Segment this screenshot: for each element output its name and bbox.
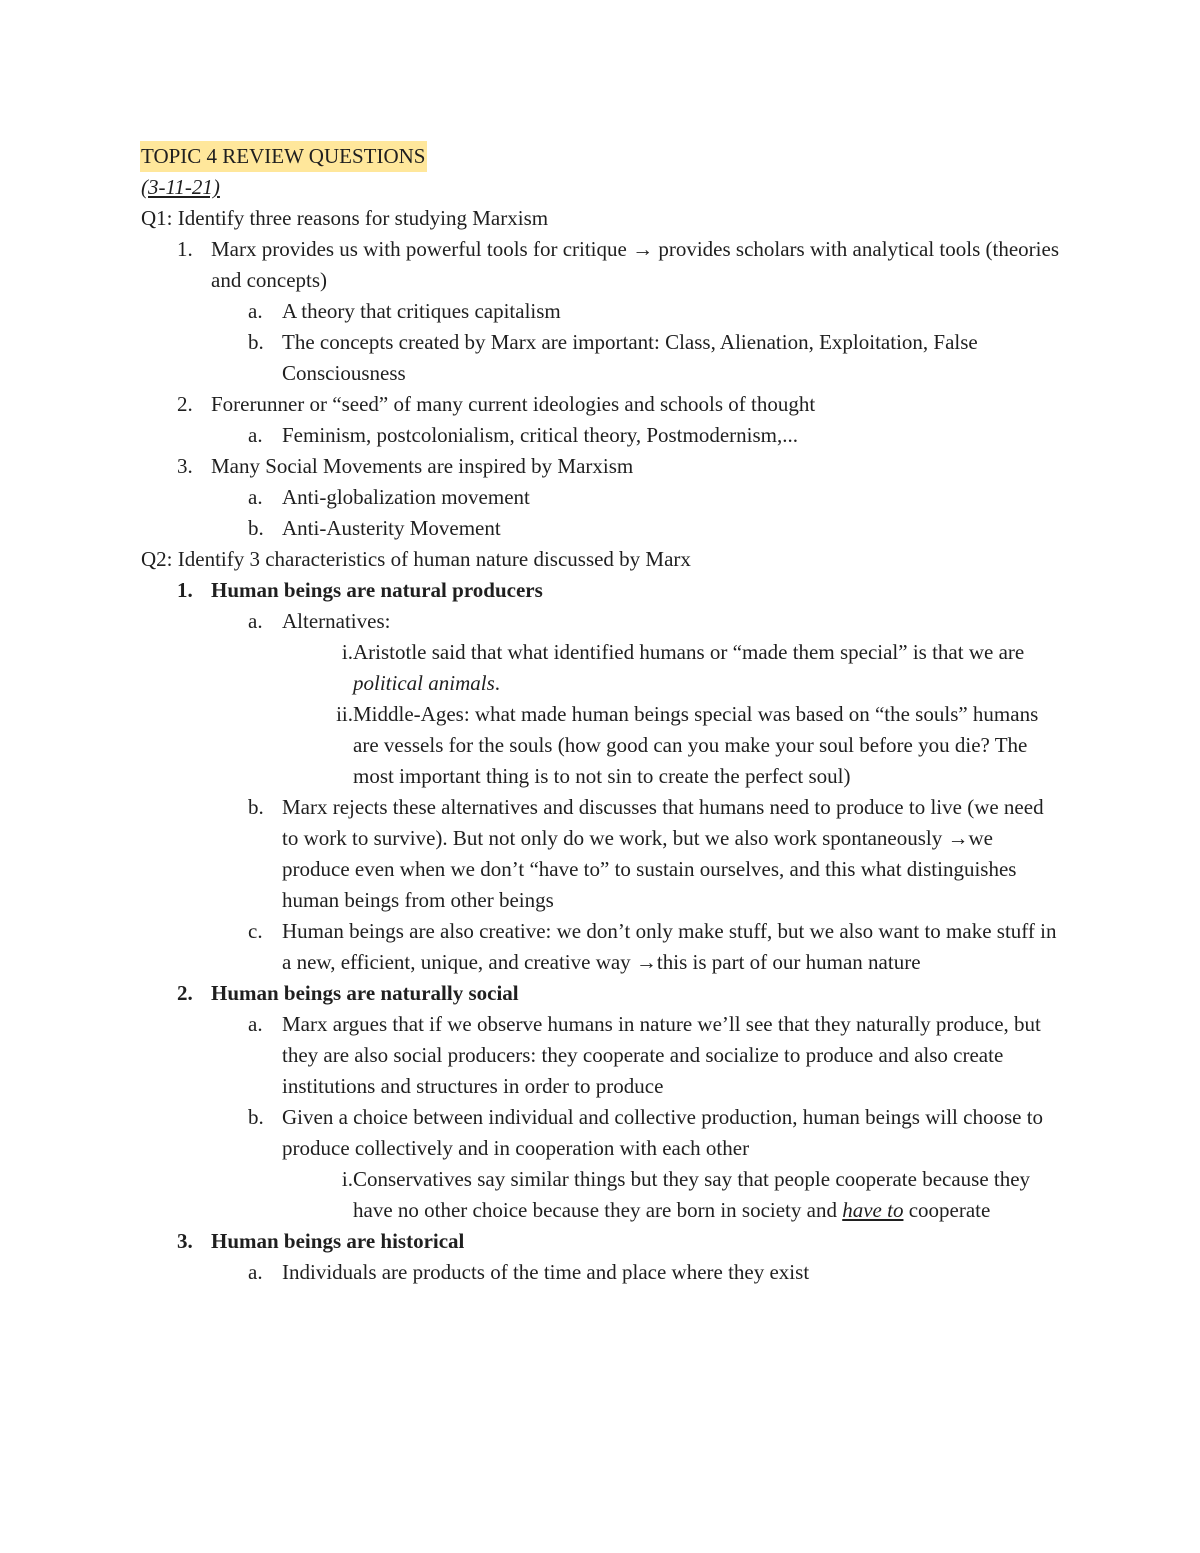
list-text (353, 1164, 1061, 1226)
q2-item-1b (141, 792, 1061, 916)
list-letter: b. (248, 516, 264, 540)
list-text: The concepts created by Marx are important: Class, Alienation, Exploitation, False Consciousness (282, 330, 978, 385)
q2-item-3 (141, 1226, 1061, 1257)
list-letter: b. (248, 1105, 264, 1129)
list-roman: i. (341, 1167, 353, 1191)
q2-item-1c (141, 916, 1061, 978)
q2-item-1a-ii (141, 699, 1061, 792)
list-number: 3. (177, 454, 193, 478)
q2-prompt: Q2: Identify 3 characteristics of human nature discussed by Marx (141, 547, 691, 571)
emphasis-text: political animals (353, 671, 495, 695)
list-letter: a. (248, 423, 263, 447)
list-text: Many Social Movements are inspired by Marxism (211, 454, 634, 478)
list-text: Forerunner or “seed” of many current ideologies and schools of thought (211, 392, 816, 416)
page-title: TOPIC 4 REVIEW QUESTIONS (140, 141, 427, 172)
q1-item-1b (141, 327, 1061, 389)
list-letter: c. (248, 919, 263, 943)
list-text: Marx argues that if we observe humans in nature we’ll see that they naturally produce, but they are also social producers: they cooperate and socialize to produce and also create institutions and structures in order to produce (282, 1012, 1041, 1098)
list-text: Middle-Ages: what made human beings special was based on “the souls” humans are vessels for the souls (how good can you make your soul before you die? The most important thing is to not sin to create the perfect soul) (353, 702, 1039, 788)
list-number: 2. (177, 392, 193, 416)
q1-item-1 (141, 234, 1061, 296)
q2-item-1 (141, 575, 1061, 606)
date: (3-11-21) (141, 175, 220, 199)
list-letter: b. (248, 795, 264, 819)
list-letter: a. (248, 299, 263, 323)
list-heading: Human beings are natural producers (211, 578, 543, 602)
q1-prompt: Q1: Identify three reasons for studying Marxism (141, 206, 549, 230)
date-line (141, 172, 1061, 203)
q1-item-2 (141, 389, 1061, 420)
list-letter: a. (248, 609, 263, 633)
list-text: Given a choice between individual and collective production, human beings will choose to produce collectively and in cooperation with each other (282, 1105, 1044, 1160)
list-text: Anti-globalization movement (282, 485, 530, 509)
list-roman: i. (341, 640, 353, 664)
text-part: Conservatives say similar things but they say that people cooperate because they have no other choice because they are born in society and (353, 1167, 1031, 1222)
q1-item-3b (141, 513, 1061, 544)
underlined-text: have to (842, 1198, 904, 1222)
list-text: Marx rejects these alternatives and discusses that humans need to produce to live (we need to work to survive). But not only do we work, but we also work spontaneously →we produce even when we don’t “have to” to sustain ourselves, and this what distinguishes human beings from other beings (282, 795, 1044, 912)
list-letter: a. (248, 485, 263, 509)
list-text: Feminism, postcolonialism, critical theory, Postmodernism,... (282, 423, 799, 447)
list-text: A theory that critiques capitalism (282, 299, 561, 323)
document-body (141, 141, 1061, 1288)
list-roman: ii. (336, 702, 353, 726)
list-text (353, 637, 1061, 699)
list-text: Individuals are products of the time and place where they exist (282, 1260, 810, 1284)
list-number: 2. (177, 981, 193, 1005)
text-part: Aristotle said that what identified humans or “made them special” is that we are (353, 640, 1025, 664)
list-letter: a. (248, 1012, 263, 1036)
text-part: . (494, 671, 500, 695)
text-part: cooperate (903, 1198, 991, 1222)
list-number: 1. (177, 237, 193, 261)
list-text: Alternatives: (282, 609, 391, 633)
q1-item-2a (141, 420, 1061, 451)
q1-item-3 (141, 451, 1061, 482)
q2-item-1a (141, 606, 1061, 637)
list-letter: b. (248, 330, 264, 354)
q1-item-3a (141, 482, 1061, 513)
q2-item-2 (141, 978, 1061, 1009)
list-text: Marx provides us with powerful tools for critique → provides scholars with analytical tools (theories and concepts) (211, 237, 1059, 292)
list-heading: Human beings are historical (211, 1229, 465, 1253)
list-number: 1. (177, 578, 193, 602)
list-text: Anti-Austerity Movement (282, 516, 501, 540)
q2-item-2b-i (141, 1164, 1061, 1226)
q2-item-1a-i (141, 637, 1061, 699)
q2-item-2b (141, 1102, 1061, 1164)
list-heading: Human beings are naturally social (211, 981, 519, 1005)
title-line (141, 141, 1061, 172)
q2-item-3a (141, 1257, 1061, 1288)
list-number: 3. (177, 1229, 193, 1253)
q1-item-1a (141, 296, 1061, 327)
list-text: Human beings are also creative: we don’t only make stuff, but we also want to make stuff in a new, efficient, unique, and creative way →this is part of our human nature (282, 919, 1057, 974)
list-letter: a. (248, 1260, 263, 1284)
q2-item-2a (141, 1009, 1061, 1102)
